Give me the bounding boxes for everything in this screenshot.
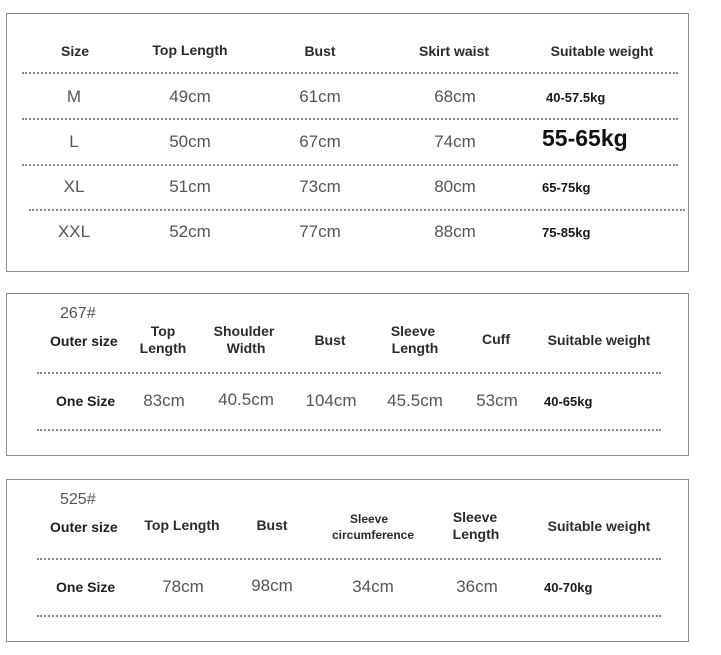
header-sleeve-circumference-line2: circumference	[331, 528, 415, 542]
header-sleeve-circumference-line1: Sleeve	[349, 512, 389, 526]
cell-sleeve-circumference: 34cm	[352, 577, 394, 596]
cell-suitable-weight: 55-65kg	[542, 125, 628, 151]
header-sleeve-length-line2: Length	[391, 340, 439, 356]
cell-outer-size: One Size	[56, 393, 116, 409]
dotted-divider	[22, 118, 678, 120]
cell-shoulder-width: 40.5cm	[218, 390, 274, 409]
cell-bust: 98cm	[251, 576, 293, 595]
dotted-divider	[29, 209, 685, 211]
dotted-divider	[37, 372, 661, 374]
dotted-divider	[22, 72, 678, 74]
dotted-divider	[37, 429, 661, 431]
cell-suitable-weight: 40-70kg	[544, 580, 593, 595]
header-bust: Bust	[256, 517, 288, 533]
cell-size: XL	[63, 177, 85, 196]
product-code: 525#	[60, 491, 96, 508]
header-skirt-waist: Skirt waist	[418, 43, 490, 59]
cell-top-length: 83cm	[143, 391, 185, 410]
header-sleeve-length-line2: Length	[452, 526, 500, 542]
cell-suitable-weight: 75-85kg	[542, 225, 591, 240]
cell-bust: 61cm	[299, 87, 341, 106]
header-suitable-weight: Suitable weight	[547, 518, 651, 534]
cell-skirt-waist: 88cm	[434, 222, 476, 241]
cell-cuff: 53cm	[476, 391, 518, 410]
header-sleeve-length-line1: Sleeve	[452, 509, 498, 525]
cell-top-length: 52cm	[169, 222, 211, 241]
cell-skirt-waist: 68cm	[434, 87, 476, 106]
cell-bust: 77cm	[299, 222, 341, 241]
header-top-length-line2: Length	[139, 340, 187, 356]
dotted-divider	[37, 558, 661, 560]
header-size: Size	[60, 43, 90, 59]
header-shoulder-width-line1: Shoulder	[213, 323, 275, 339]
header-outer-size: Outer size	[50, 519, 118, 535]
header-top-length: Top Length	[152, 42, 228, 58]
cell-top-length: 49cm	[169, 87, 211, 106]
cell-outer-size: One Size	[56, 579, 116, 595]
cell-bust: 67cm	[299, 132, 341, 151]
product-code: 267#	[60, 305, 96, 322]
dotted-divider	[22, 164, 678, 166]
header-top-length: Top Length	[144, 517, 220, 533]
size-chart-table-525	[6, 479, 689, 642]
header-suitable-weight: Suitable weight	[547, 332, 651, 348]
header-bust: Bust	[304, 43, 336, 59]
cell-suitable-weight: 65-75kg	[542, 180, 591, 195]
header-suitable-weight: Suitable weight	[550, 43, 654, 59]
size-chart-table-1	[6, 13, 689, 272]
cell-bust: 73cm	[299, 177, 341, 196]
cell-bust: 104cm	[305, 391, 357, 410]
cell-suitable-weight: 40-57.5kg	[546, 90, 606, 105]
cell-suitable-weight: 40-65kg	[544, 394, 593, 409]
size-chart-table-267	[6, 293, 689, 456]
header-sleeve-length-line1: Sleeve	[390, 323, 436, 339]
header-bust: Bust	[314, 332, 346, 348]
header-cuff: Cuff	[482, 331, 510, 347]
cell-sleeve-length: 36cm	[456, 577, 498, 596]
header-shoulder-width-line2: Width	[226, 340, 266, 356]
header-top-length-line1: Top	[150, 323, 176, 339]
cell-size: L	[69, 132, 79, 151]
cell-size: M	[66, 87, 82, 106]
header-outer-size: Outer size	[50, 333, 118, 349]
cell-top-length: 78cm	[162, 577, 204, 596]
dotted-divider	[37, 615, 661, 617]
cell-skirt-waist: 74cm	[434, 132, 476, 151]
cell-skirt-waist: 80cm	[434, 177, 476, 196]
cell-sleeve-length: 45.5cm	[387, 391, 443, 410]
cell-top-length: 51cm	[169, 177, 211, 196]
cell-top-length: 50cm	[169, 132, 211, 151]
cell-size: XXL	[57, 222, 91, 241]
